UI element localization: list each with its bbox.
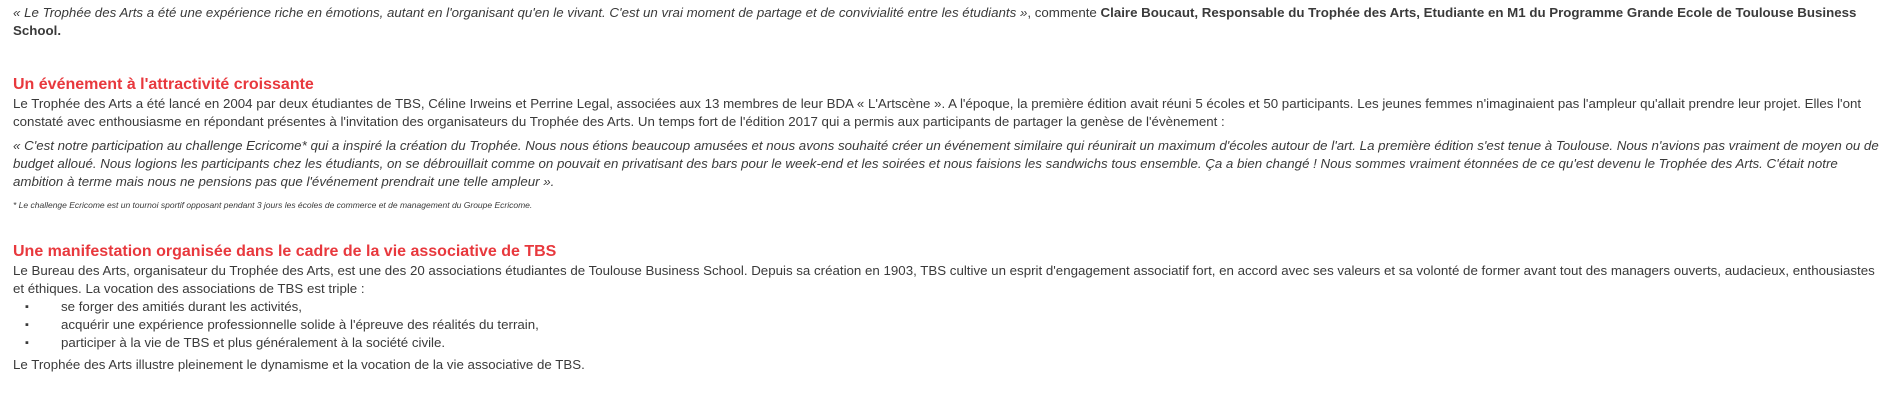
intro-quote xyxy=(13,4,1879,40)
section-attractivite xyxy=(13,75,1879,211)
intro-quote-connector: , commente xyxy=(1027,5,1101,20)
vocation-list xyxy=(13,298,1879,352)
intro-quote-text: « Le Trophée des Arts a été une expérience riche en émotions, autant en l'organisant qu'en le vivant. C'est un vrai moment de partage et de convivialité entre les étudiants » xyxy=(13,5,1028,20)
intro-quote-attribution: Claire Boucaut, Responsable du Trophée des Arts, Etudiante en M1 du Programme Grande Ecole de Toulouse Business School. xyxy=(13,5,1857,38)
spacer xyxy=(13,40,1879,75)
footnote: * Le challenge Ecricome est un tournoi sportif opposant pendant 3 jours les écoles de commerce et de management du Groupe Ecricome. xyxy=(13,200,533,210)
section-paragraph: Le Trophée des Arts a été lancé en 2004 par deux étudiantes de TBS, Céline Irweins et Perrine Legal, associées aux 13 membres de leur BDA « L'Artscène ». A l'époque, la première édition avait réuni 5 écoles et 50 participants. Les jeunes femmes n'imaginaient pas l'ampleur qu'allait prendre leur projet. Elles l'ont constaté avec enthousiasme en répondant présentes à l'invitation des organisateurs du Trophée des Arts. Un temps fort de l'édition 2017 qui a permis aux participants de partager la genèse de l'évènement : xyxy=(13,96,1862,129)
section-heading: Un événement à l'attractivité croissante xyxy=(13,76,314,93)
list-item: ▪ se forger des amitiés durant les activités, xyxy=(13,298,1879,316)
closing-paragraph: Le Trophée des Arts illustre pleinement le dynamisme et la vocation de la vie associative de TBS. xyxy=(13,357,585,372)
list-item: ▪ acquérir une expérience professionnelle solide à l'épreuve des réalités du terrain, xyxy=(13,316,1879,334)
section-paragraph: Le Bureau des Arts, organisateur du Trophée des Arts, est une des 20 associations étudiantes de Toulouse Business School. Depuis sa création en 1903, TBS cultive un esprit d'engagement associatif fort, en accord avec ses valeurs et sa volonté de former avant tout des managers ouverts, audacieux, enthousiastes et éthiques. La vocation des associations de TBS est triple : xyxy=(13,263,1875,296)
section-vie-associative xyxy=(13,242,1879,374)
spacer xyxy=(13,211,1879,242)
list-item: ▪ participer à la vie de TBS et plus généralement à la société civile. xyxy=(13,334,1879,352)
founders-quote: « C'est notre participation au challenge Ecricome* qui a inspiré la création du Trophée. Nous nous étions beaucoup amusées et nous avons souhaité créer un événement similaire qui réunirait un maximum d'écoles autour de l'art. La première édition s'est tenue à Toulouse. Nous n'avions pas vraiment de moyen ou de budget alloué. Nous logions les participants chez les étudiants, on se débrouillait comme on pouvait en privatisant des bars pour le week-end et les soirées et nous faisions les sandwichs tous ensemble. Ça a bien changé ! Nous sommes vraiment étonnées de ce qu'est devenu le Trophée des Arts. C'était notre ambition à terme mais nous ne pensions pas que l'événement prendrait une telle ampleur ». xyxy=(13,138,1879,189)
section-heading: Une manifestation organisée dans le cadre de la vie associative de TBS xyxy=(13,243,557,260)
article-body xyxy=(13,4,1879,374)
